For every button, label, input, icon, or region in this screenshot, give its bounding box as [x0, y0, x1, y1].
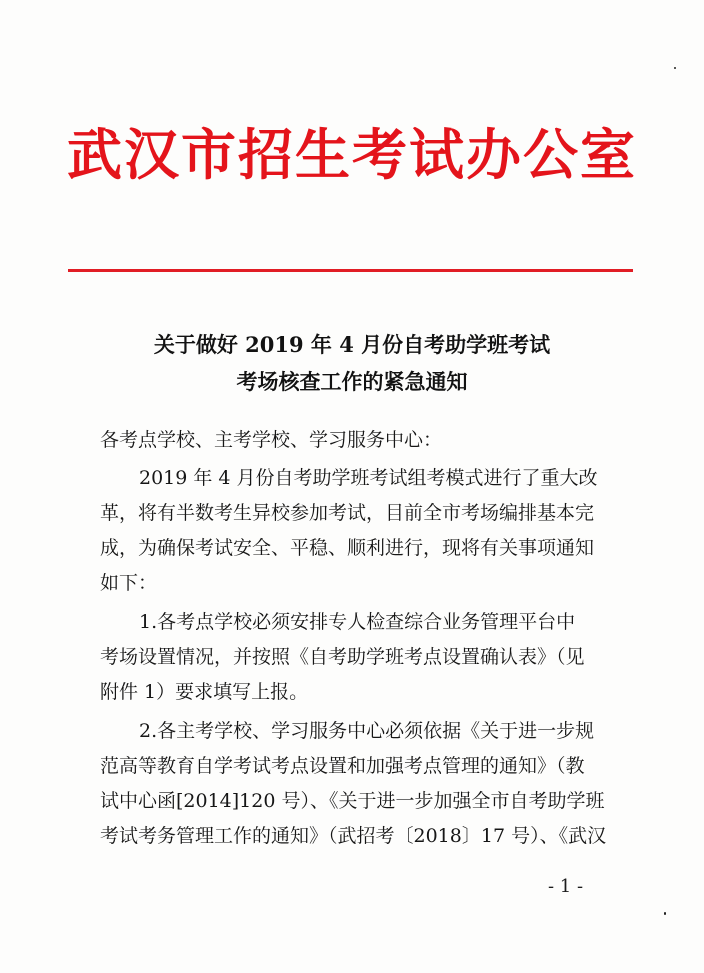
notice-title-line-2: 考场核查工作的紧急通知: [236, 369, 468, 394]
page-number: - 1 -: [548, 876, 584, 897]
red-divider-line: [68, 269, 633, 272]
body-line: 革，将有半数考生异校参加考试，目前全市考场编排基本完: [100, 502, 595, 524]
scan-speck: [674, 67, 676, 69]
body-line: 考场设置情况，并按照《自考助学班考点设置确认表》（见: [100, 646, 585, 668]
body-line: 2019 年 4 月份自考助学班考试组考模式进行了重大改: [139, 467, 598, 489]
body-line: 附件 1）要求填写上报。: [100, 681, 309, 703]
issuer-header: 武汉市招生考试办公室: [66, 122, 637, 187]
body-line: 试中心函[2014]120 号）、《关于进一步加强全市自考助学班: [100, 790, 605, 812]
body-line: 2.各主考学校、学习服务中心必须依据《关于进一步规: [139, 720, 595, 742]
body-line: 1.各考点学校必须安排专人检查综合业务管理平台中: [139, 611, 576, 633]
body-line: 成，为确保考试安全、平稳、顺利进行，现将有关事项通知: [100, 537, 595, 559]
salutation: 各考点学校、主考学校、学习服务中心：: [100, 429, 443, 451]
body-line: 如下：: [100, 572, 158, 594]
body-line: 范高等教育自学考试考点设置和加强考点管理的通知》（教: [100, 755, 585, 777]
scan-speck: [664, 912, 666, 915]
body-line: 考试考务管理工作的通知》（武招考〔2018〕17 号）、《武汉: [100, 825, 607, 847]
notice-title-line-1: 关于做好 2019 年 4 月份自考助学班考试: [153, 332, 551, 357]
